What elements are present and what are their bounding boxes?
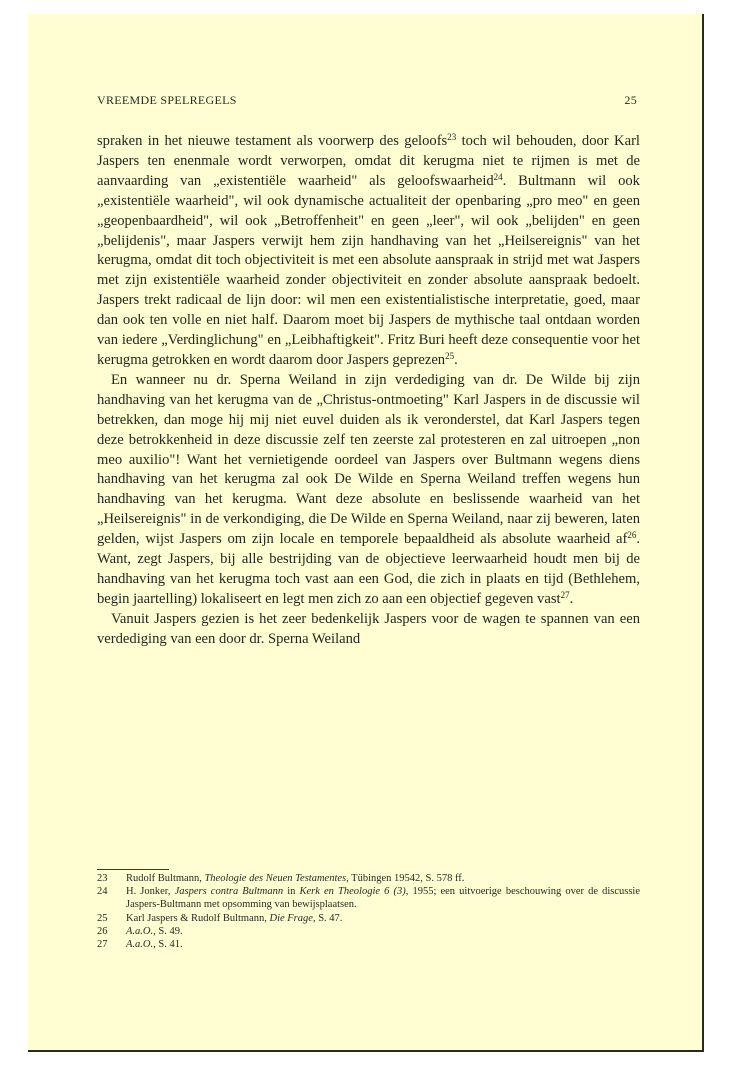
paragraph-text: Vanuit Jaspers gezien is het zeer bedenkelijk Jaspers voor de wagen te spannen van een verdediging van een door dr. Sperna Weiland xyxy=(97,610,640,647)
footnote-text: , S. 49. xyxy=(153,925,183,937)
footnote-text: H. Jonker, xyxy=(126,886,175,898)
paragraph-text: . Want, zegt Jaspers, bij alle bestrijding van de objectieve leerwaarheid houdt men bij de handhaving van het kerugma toch vast aan een God, die zich in plaats en tijd (Bethlehem, begin jaartelling) lokaliseert en legt men zich zo aan een objectief gegeven vast xyxy=(97,531,640,607)
footnote-number: 27 xyxy=(97,939,108,951)
footnotes xyxy=(97,872,640,951)
footnote-title: A.a.O. xyxy=(126,925,154,937)
paragraph-text: . xyxy=(569,590,574,607)
footnote-title: A.a.O. xyxy=(126,939,154,951)
running-title: VREEMDE SPELREGELS xyxy=(97,93,237,107)
footnote-23 xyxy=(97,872,640,885)
footnote-text: , 1955; een uitvoerige beschouwing over de discussie Jaspers-Bultmann met opsomming van bewijsplaatsen. xyxy=(126,886,641,911)
paragraph-1 xyxy=(97,132,640,371)
footnote-number: 23 xyxy=(97,873,108,884)
paragraph-text: . xyxy=(454,351,458,368)
paragraph-3 xyxy=(97,610,640,650)
footnote-text: , S. 47. xyxy=(312,912,343,924)
paragraph-text: En wanneer nu dr. Sperna Weiland in zijn verdediging van dr. De Wilde bij zijn handhaving van het kerugma van de „Christus-ontmoeting" Karl Jaspers in de discussie wil betrekken, dan moge hij mij niet euvel duiden als ik veronderstel, dat Karl Jaspers tegen deze betrokkenheid in deze discussie zelf ten zeerste zal protesteren en zal uitroepen „non meo auxilio"! Want het vernietigende oordeel van Jaspers over Bultmann wegens diens handhaving van het kerugma zal ook De Wilde en Sperna Weiland treffen wegens hun handhaving van het kerugma. Want deze absolute en beslissende waarheid van het „Heilsereignis" in de verkondiging, die De Wilde en Sperna Weiland, naar zij beweren, laten gelden, wijst Jaspers om zijn locale en temporele bepaaldheid als absolute waarheid af xyxy=(97,371,640,548)
page-number: 25 xyxy=(624,93,637,107)
footnote-title: Theologie des Neuen Testamentes xyxy=(204,873,347,884)
footnote-number: 25 xyxy=(97,912,108,924)
footnote-24 xyxy=(97,885,640,911)
footnote-26 xyxy=(97,925,640,938)
footnote-text: in xyxy=(283,886,300,898)
footnote-ref: 25 xyxy=(445,350,455,361)
footnote-title: Kerk en Theologie 6 (3) xyxy=(299,886,406,898)
footnote-divider xyxy=(97,869,169,870)
footnote-title: Die Frage xyxy=(269,912,313,924)
footnote-text: Rudolf Bultmann, xyxy=(126,873,205,884)
footnote-text: , Tübingen 19542, S. 578 ff. xyxy=(346,873,465,884)
paragraph-2 xyxy=(97,371,640,610)
footnote-25 xyxy=(97,912,640,925)
footnote-number: 24 xyxy=(97,886,108,898)
paragraph-text: toch wil behouden, door Karl Jaspers ten enenmale wordt verworpen, omdat dit kerugma niet te rijmen is met de aanvaarding van „existentiële waarheid" als geloofswaarheid xyxy=(97,133,640,189)
footnote-ref: 26 xyxy=(627,530,637,541)
footnote-27 xyxy=(97,938,640,951)
body-text xyxy=(97,132,640,650)
paragraph-text: . Bultmann wil ook „existentiële waarheid", wil ook dynamische actualiteit der openbaring „pro meo" en geen „geopenbaardheid", wil ook „Betroffenheit" en geen „leer", wil ook „belijden" en geen „belijdenis", maar Jaspers verwijt hem zijn handhaving van het „Heilsereignis" van het kerugma, omdat dit toch objectiviteit is met een absolute aanspraak in strijd met wat Jaspers met zijn existentiële waarheid zonder objectiviteit en zonder absolute aanspraak bedoelt. Jaspers trekt radicaal de lijn door: wil men een existentialistische interpretatie, goed, maar dan ook ten volle en niet half. Daarom moet bij Jaspers de mythische taal ontdaan worden van iedere „Verdinglichung" en „Leibhaftigkeit". Fritz Buri heeft deze consequentie voor het kerugma getrokken en wordt daarom door Jaspers geprezen xyxy=(97,172,640,368)
footnote-ref: 24 xyxy=(493,171,503,182)
footnote-text: Karl Jaspers & Rudolf Bultmann, xyxy=(126,912,270,924)
footnote-title: Jaspers contra Bultmann xyxy=(174,886,284,898)
footnote-ref: 23 xyxy=(447,132,457,142)
footnote-ref: 27 xyxy=(560,589,570,600)
footnote-number: 26 xyxy=(97,925,108,937)
paragraph-text: spraken in het nieuwe testament als voorwerp des geloofs xyxy=(97,133,448,149)
book-page xyxy=(28,14,704,1052)
footnote-text: , S. 41. xyxy=(153,939,183,951)
